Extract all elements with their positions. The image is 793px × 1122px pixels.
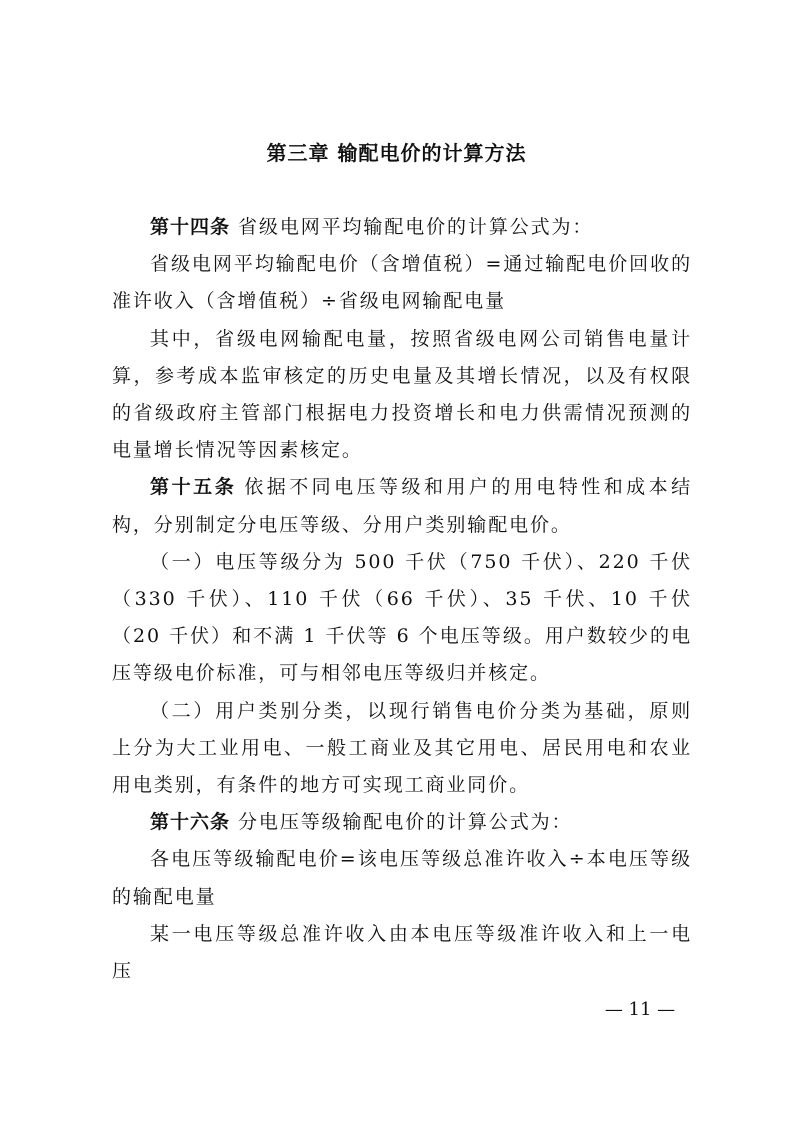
- paragraph-text: （二）用户类别分类，以现行销售电价分类为基础，原则上分为大工业用电、一般工商业及其它用电、居民用电和农业用电类别，有条件的地方可实现工商业同价。: [112, 699, 692, 797]
- paragraph: [112, 693, 692, 805]
- paragraph: [112, 804, 692, 841]
- body-text: [112, 209, 692, 990]
- paragraph-text: 某一电压等级总准许收入由本电压等级准许收入和上一电压: [112, 922, 692, 983]
- article-number: 第十六条: [150, 811, 231, 834]
- paragraph-text: 省级电网平均输配电价的计算公式为：: [238, 216, 594, 238]
- paragraph: [112, 246, 692, 320]
- paragraph: [112, 916, 692, 990]
- page-number: — 11 —: [604, 999, 676, 1020]
- paragraph: [112, 469, 692, 543]
- paragraph-text: 省级电网平均输配电价（含增值税）=通过输配电价回收的准许收入（含增值税）÷省级电网输配电量: [112, 253, 692, 313]
- article-number: 第十四条: [150, 216, 231, 238]
- paragraph-text: （一）电压等级分为 500 千伏（750 千伏）、220 千伏（330 千伏）、110 千伏（66 千伏）、35 千伏、10 千伏（20 千伏）和不满 1 千伏等 6 个电压等级。用户数较少的电压等级电价标准，可与相邻电压等级归并核定。: [112, 550, 692, 685]
- paragraph: [112, 544, 692, 693]
- paragraph: [112, 321, 692, 470]
- paragraph: [112, 841, 692, 915]
- paragraph-text: 依据不同电压等级和用户的用电特性和成本结构，分别制定分电压等级、分用户类别输配电价。: [112, 476, 692, 536]
- paragraph-text: 分电压等级输配电价的计算公式为：: [238, 811, 573, 834]
- paragraph-text: 各电压等级输配电价=该电压等级总准许收入÷本电压等级的输配电量: [112, 848, 692, 908]
- article-number: 第十五条: [150, 476, 237, 499]
- chapter-title: 第三章 输配电价的计算方法: [266, 141, 527, 165]
- paragraph: [112, 209, 692, 246]
- paragraph-text: 其中，省级电网输配电量，按照省级电网公司销售电量计算，参考成本监审核定的历史电量及其增长情况，以及有权限的省级政府主管部门根据电力投资增长和电力供需情况预测的电量增长情况等因素核定。: [112, 327, 692, 462]
